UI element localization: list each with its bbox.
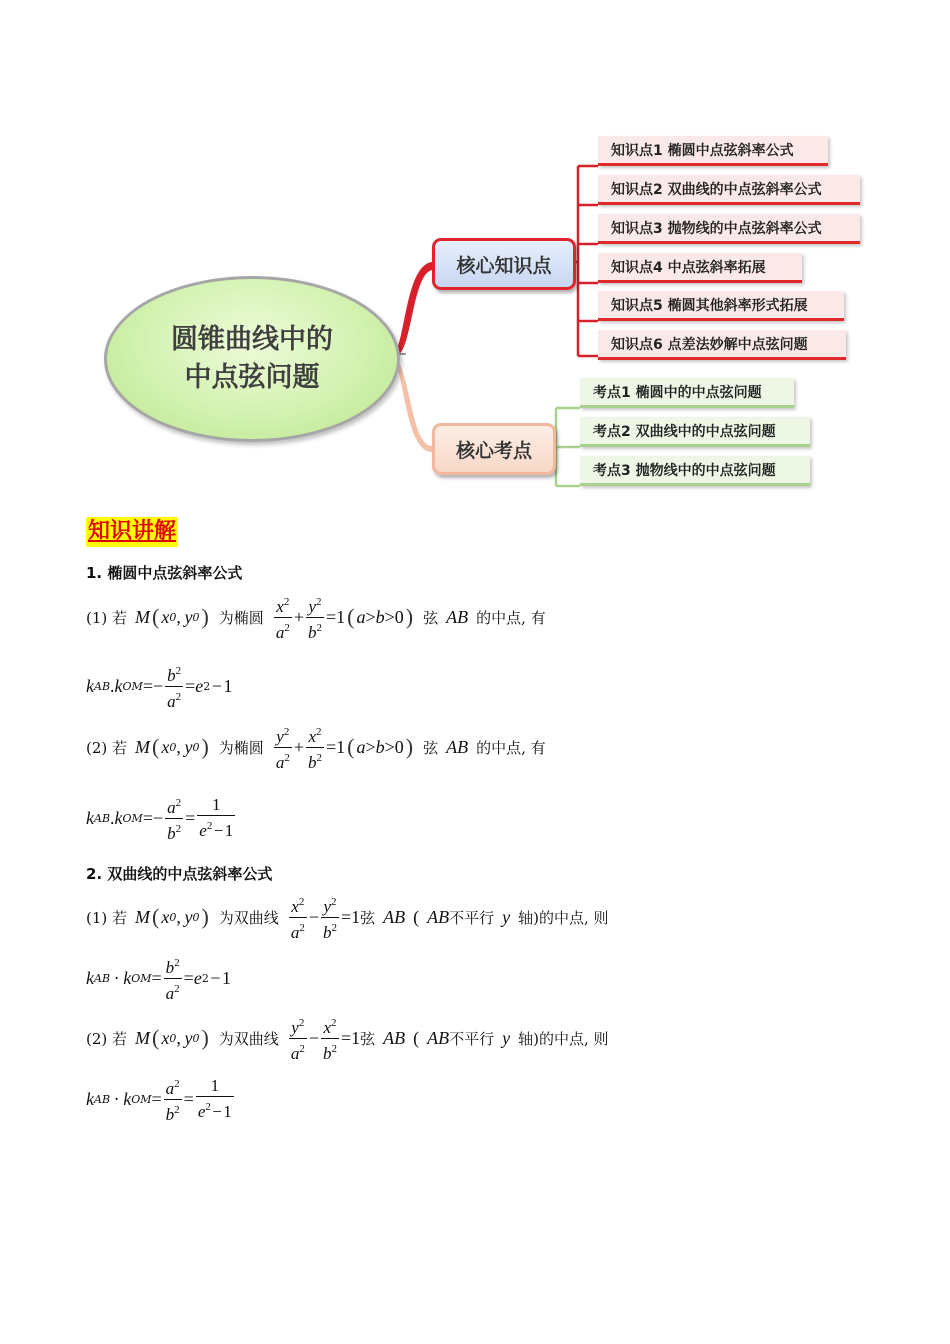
point-M: M bbox=[135, 1027, 151, 1048]
txt-ellipse: 为椭圆 bbox=[218, 608, 264, 627]
y0: y bbox=[184, 1027, 193, 1048]
sym-AB: AB bbox=[383, 1027, 406, 1048]
root-line-1: 圆锥曲线中的 bbox=[171, 324, 333, 355]
txt-midpoint: 的中点, 有 bbox=[476, 608, 546, 627]
ellipse-case-2: (2) 若 M ( x 0 , y 0 ) 为椭圆 $\frac{y^2}{a^2}$ + $\frac{x^2}{b^2}$ =1 ( a > b >0 ) 弦 AB 的中点, 有 bbox=[86, 725, 546, 772]
txt-axis: 轴) bbox=[518, 908, 540, 927]
point-M: M bbox=[135, 906, 151, 927]
knowledge-item-3: 知识点3 抛物线的中点弦斜率公式 bbox=[598, 214, 860, 244]
point-M: M bbox=[135, 606, 151, 627]
case-label: (2) 若 bbox=[86, 738, 128, 757]
frac-y2-b2: $\frac{y^2}{b^2}$ bbox=[307, 595, 322, 642]
case-label: (1) 若 bbox=[86, 608, 128, 627]
txt-chord: 弦 bbox=[423, 738, 439, 757]
x0: x bbox=[161, 606, 170, 627]
section-1-title: 1. 椭圆中点弦斜率公式 bbox=[86, 564, 243, 582]
sym-AB: AB bbox=[446, 736, 469, 757]
knowledge-item-1: 知识点1 椭圆中点弦斜率公式 bbox=[598, 136, 828, 166]
txt-not-parallel: 不平行 bbox=[449, 908, 495, 927]
txt-chord: 弦 bbox=[423, 608, 439, 627]
y0: y bbox=[184, 906, 193, 927]
sym-AB: AB bbox=[383, 906, 406, 927]
root-line-2: 中点弦问题 bbox=[184, 362, 320, 393]
x0: x bbox=[161, 906, 170, 927]
case-label: (2) 若 bbox=[86, 1029, 128, 1048]
sym-AB: AB bbox=[427, 906, 450, 927]
knowledge-item-4: 知识点4 中点弦斜率拓展 bbox=[598, 253, 802, 283]
ellipse-case-1: (1) 若 M ( x 0 , y 0 ) 为椭圆 $\frac{x^2}{a^2}$ + $\frac{y^2}{b^2}$ =1 ( a > b >0 ) 弦 AB 的中点, 有 bbox=[86, 594, 546, 640]
txt-not-parallel: 不平行 bbox=[449, 1029, 495, 1048]
sym-AB: AB bbox=[427, 1027, 450, 1048]
x0: x bbox=[161, 1027, 170, 1048]
exam-item-3: 考点3 抛物线中的中点弦问题 bbox=[580, 456, 810, 486]
mind-map bbox=[0, 0, 950, 500]
exam-item-1: 考点1 椭圆中的中点弦问题 bbox=[580, 378, 794, 408]
sym-y: y bbox=[502, 1027, 511, 1048]
txt-midpoint: 的中点, 有 bbox=[476, 738, 546, 757]
ellipse-formula-1: k AB . k OM =− $\frac{b^2}{a^2}$ = e 2 − 1 bbox=[86, 664, 233, 711]
connector-root-knowledge bbox=[392, 262, 432, 356]
hyperbola-case-1: (1) 若 M ( x 0 , y 0 ) 为双曲线 $\frac{x^2}{a^2}$ − $\frac{y^2}{b^2}$ =1 弦 AB ( AB 不平行 y 轴) 的中点, 则 bbox=[86, 895, 609, 942]
hyperbola-case-2: (2) 若 M ( x 0 , y 0 ) 为双曲线 $\frac{y^2}{a^2}$ − $\frac{x^2}{b^2}$ =1 弦 AB ( AB 不平行 y 轴) 的中点, 则 bbox=[86, 1016, 609, 1063]
section-heading: 知识讲解 bbox=[86, 517, 178, 547]
hub-knowledge: 核心知识点 bbox=[432, 238, 576, 290]
root-node bbox=[104, 276, 400, 442]
hyperbola-formula-2: k AB · k OM = $\frac{a^2}{b^2}$ = $\frac{1}{e^2 - 1}$ bbox=[86, 1076, 232, 1124]
txt-hyperbola: 为双曲线 bbox=[218, 1029, 279, 1048]
case-label: (1) 若 bbox=[86, 908, 128, 927]
exam-item-2: 考点2 双曲线中的中点弦问题 bbox=[580, 417, 810, 447]
sym-AB: AB bbox=[446, 606, 469, 627]
txt-chord: 弦 bbox=[360, 1029, 376, 1048]
knowledge-item-6: 知识点6 点差法妙解中点弦问题 bbox=[598, 330, 846, 360]
txt-hyperbola: 为双曲线 bbox=[218, 908, 279, 927]
txt-axis: 轴) bbox=[518, 1029, 540, 1048]
x0: x bbox=[161, 736, 170, 757]
knowledge-item-5: 知识点5 椭圆其他斜率形式拓展 bbox=[598, 291, 844, 321]
hub-exam: 核心考点 bbox=[432, 423, 556, 475]
hyperbola-formula-1: k AB · k OM = $\frac{b^2}{a^2}$ = e 2 − 1 bbox=[86, 956, 231, 1003]
section-2-title: 2. 双曲线的中点弦斜率公式 bbox=[86, 865, 273, 883]
y0: y bbox=[184, 606, 193, 627]
txt-chord: 弦 bbox=[360, 908, 376, 927]
sym-y: y bbox=[502, 906, 511, 927]
y0: y bbox=[184, 736, 193, 757]
knowledge-item-2: 知识点2 双曲线的中点弦斜率公式 bbox=[598, 175, 860, 205]
ellipse-formula-2: k AB . k OM =− $\frac{a^2}{b^2}$ = $\frac{1}{e^2 - 1}$ bbox=[86, 795, 234, 843]
txt-ellipse: 为椭圆 bbox=[218, 738, 264, 757]
frac-x2-a2: $\frac{x^2}{a^2}$ bbox=[275, 595, 290, 642]
txt-midpoint: 的中点, 则 bbox=[539, 908, 609, 927]
txt-midpoint: 的中点, 则 bbox=[539, 1029, 609, 1048]
point-M: M bbox=[135, 736, 151, 757]
